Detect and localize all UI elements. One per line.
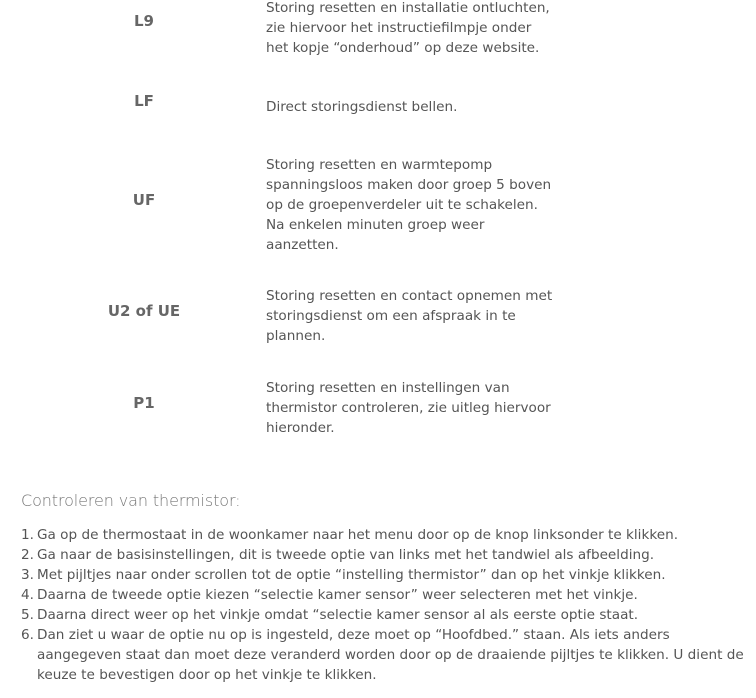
step-text: Dan ziet u waar de optie nu op is ingesteld, deze moet op “Hoofdbed.” staan. Als iets anders aangegeven staat dan moet deze veranderd worden door op de draaiende pijltjes te klikken. U dient de keuze te bevestigen door op het vinkje te klikken. <box>37 627 744 683</box>
step-text: Daarna direct weer op het vinkje omdat “selectie kamer sensor al als eerste optie staat. <box>37 607 639 623</box>
error-description: Storing resetten en installatie ontluchten, zie hiervoor het instructiefilmpje onder het kopje “onderhoud” op deze website. <box>266 0 550 56</box>
step-text: Daarna de tweede optie kiezen “selectie kamer sensor” weer selecteren met het vinkje. <box>37 587 638 603</box>
step-text: Ga naar de basisinstellingen, dit is tweede optie van links met het tandwiel als afbeelding. <box>37 547 655 563</box>
error-code: U2 of UE <box>107 302 181 320</box>
step-number: 4. <box>21 587 34 603</box>
thermistor-steps-list <box>21 525 746 685</box>
step-text: Ga op de thermostaat in de woonkamer naar het menu door op de knop linksonder te klikken. <box>37 527 679 543</box>
error-description: Storing resetten en warmtepomp spanningsloos maken door groep 5 boven op de groepenverdeler uit te schakelen. Na enkelen minuten groep weer aanzetten. <box>266 157 552 253</box>
step-number: 3. <box>21 567 34 583</box>
step-text: Met pijltjes naar onder scrollen tot de optie “instelling thermistor” dan op het vinkje klikken. <box>37 567 666 583</box>
error-description: Storing resetten en instellingen van thermistor controleren, zie uitleg hiervoor hieronder. <box>266 380 551 436</box>
step-item <box>21 525 746 545</box>
step-item <box>21 625 746 685</box>
step-number: 6. <box>21 627 34 643</box>
error-code: LF <box>134 92 154 110</box>
step-number: 2. <box>21 547 34 563</box>
step-item <box>21 605 746 625</box>
error-description: Storing resetten en contact opnemen met storingsdienst om een afspraak in te plannen. <box>266 288 553 344</box>
thermistor-section-heading: Controleren van thermistor: <box>21 491 241 510</box>
step-number: 5. <box>21 607 34 623</box>
step-number: 1. <box>21 527 34 543</box>
error-code: P1 <box>133 394 155 412</box>
error-code: UF <box>132 191 156 209</box>
step-item <box>21 565 746 585</box>
step-item <box>21 585 746 605</box>
step-item <box>21 545 746 565</box>
error-description: Direct storingsdienst bellen. <box>266 99 458 115</box>
error-code: L9 <box>134 12 154 30</box>
